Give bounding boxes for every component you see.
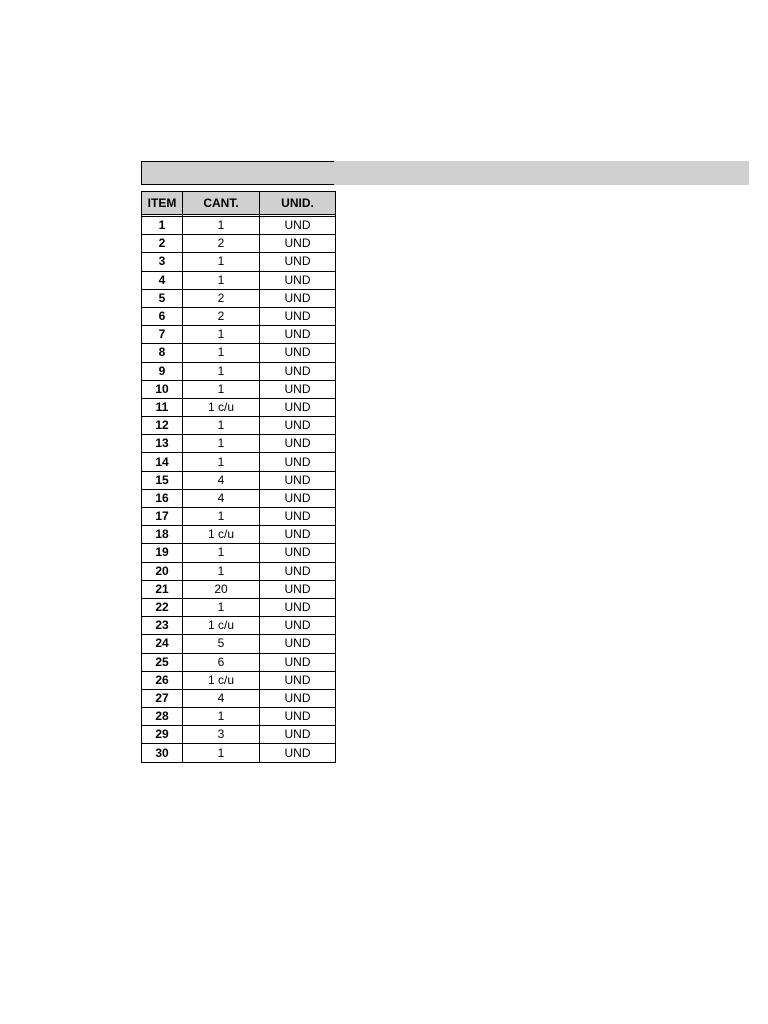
item-number-cell: 14 bbox=[142, 453, 183, 471]
quantity-cell: 4 bbox=[183, 471, 260, 489]
item-number-cell: 27 bbox=[142, 689, 183, 707]
items-table bbox=[141, 191, 336, 763]
unit-cell: UND bbox=[260, 253, 336, 271]
header-row bbox=[142, 192, 336, 215]
table-row bbox=[142, 508, 336, 526]
unit-cell: UND bbox=[260, 398, 336, 416]
unit-cell: UND bbox=[260, 307, 336, 325]
item-number-cell: 7 bbox=[142, 326, 183, 344]
table-row bbox=[142, 708, 336, 726]
table-row bbox=[142, 380, 336, 398]
unit-cell: UND bbox=[260, 380, 336, 398]
item-number-cell: 5 bbox=[142, 289, 183, 307]
table-row bbox=[142, 453, 336, 471]
item-number-cell: 30 bbox=[142, 744, 183, 762]
unit-cell: UND bbox=[260, 526, 336, 544]
unit-cell: UND bbox=[260, 635, 336, 653]
unit-cell: UND bbox=[260, 544, 336, 562]
item-number-cell: 20 bbox=[142, 562, 183, 580]
table-header bbox=[142, 192, 336, 215]
unit-cell: UND bbox=[260, 289, 336, 307]
quantity-cell: 2 bbox=[183, 289, 260, 307]
item-number-cell: 11 bbox=[142, 398, 183, 416]
unit-cell: UND bbox=[260, 362, 336, 380]
header-cant: CANT. bbox=[183, 192, 260, 215]
quantity-cell: 2 bbox=[183, 307, 260, 325]
unit-cell: UND bbox=[260, 671, 336, 689]
quantity-cell: 1 bbox=[183, 362, 260, 380]
table-body bbox=[142, 215, 336, 763]
item-number-cell: 1 bbox=[142, 217, 183, 235]
quantity-cell: 3 bbox=[183, 726, 260, 744]
item-number-cell: 8 bbox=[142, 344, 183, 362]
table-row bbox=[142, 580, 336, 598]
quantity-cell: 1 c/u bbox=[183, 526, 260, 544]
item-number-cell: 16 bbox=[142, 489, 183, 507]
unit-cell: UND bbox=[260, 653, 336, 671]
quantity-cell: 1 c/u bbox=[183, 671, 260, 689]
item-number-cell: 26 bbox=[142, 671, 183, 689]
item-number-cell: 10 bbox=[142, 380, 183, 398]
item-number-cell: 21 bbox=[142, 580, 183, 598]
unit-cell: UND bbox=[260, 344, 336, 362]
quantity-cell: 1 bbox=[183, 453, 260, 471]
table-row bbox=[142, 744, 336, 762]
quantity-cell: 4 bbox=[183, 689, 260, 707]
quantity-cell: 1 bbox=[183, 744, 260, 762]
quantity-cell: 1 bbox=[183, 326, 260, 344]
table-row bbox=[142, 271, 336, 289]
quantity-cell: 1 bbox=[183, 417, 260, 435]
item-number-cell: 15 bbox=[142, 471, 183, 489]
item-number-cell: 6 bbox=[142, 307, 183, 325]
table-row bbox=[142, 289, 336, 307]
table-row bbox=[142, 362, 336, 380]
table-row bbox=[142, 526, 336, 544]
table-row bbox=[142, 689, 336, 707]
quantity-cell: 4 bbox=[183, 489, 260, 507]
table-row bbox=[142, 489, 336, 507]
table-row bbox=[142, 544, 336, 562]
unit-cell: UND bbox=[260, 235, 336, 253]
unit-cell: UND bbox=[260, 453, 336, 471]
quantity-cell: 1 bbox=[183, 380, 260, 398]
table-row bbox=[142, 726, 336, 744]
item-number-cell: 17 bbox=[142, 508, 183, 526]
table-row bbox=[142, 435, 336, 453]
item-number-cell: 28 bbox=[142, 708, 183, 726]
unit-cell: UND bbox=[260, 417, 336, 435]
quantity-cell: 1 bbox=[183, 271, 260, 289]
unit-cell: UND bbox=[260, 435, 336, 453]
unit-cell: UND bbox=[260, 217, 336, 235]
unit-cell: UND bbox=[260, 562, 336, 580]
unit-cell: UND bbox=[260, 708, 336, 726]
unit-cell: UND bbox=[260, 271, 336, 289]
unit-cell: UND bbox=[260, 580, 336, 598]
table-row bbox=[142, 417, 336, 435]
item-number-cell: 18 bbox=[142, 526, 183, 544]
unit-cell: UND bbox=[260, 689, 336, 707]
item-number-cell: 25 bbox=[142, 653, 183, 671]
table-row bbox=[142, 217, 336, 235]
header-item: ITEM bbox=[142, 192, 183, 215]
quantity-cell: 1 bbox=[183, 708, 260, 726]
item-number-cell: 12 bbox=[142, 417, 183, 435]
unit-cell: UND bbox=[260, 508, 336, 526]
quantity-cell: 1 c/u bbox=[183, 398, 260, 416]
table-row bbox=[142, 235, 336, 253]
title-cell bbox=[141, 161, 334, 185]
item-number-cell: 9 bbox=[142, 362, 183, 380]
table-row bbox=[142, 598, 336, 616]
quantity-cell: 1 bbox=[183, 562, 260, 580]
table-row bbox=[142, 326, 336, 344]
quantity-cell: 5 bbox=[183, 635, 260, 653]
item-number-cell: 24 bbox=[142, 635, 183, 653]
quantity-cell: 1 bbox=[183, 344, 260, 362]
unit-cell: UND bbox=[260, 726, 336, 744]
unit-cell: UND bbox=[260, 744, 336, 762]
table-row bbox=[142, 307, 336, 325]
quantity-cell: 1 bbox=[183, 217, 260, 235]
quantity-cell: 1 bbox=[183, 253, 260, 271]
table-row bbox=[142, 344, 336, 362]
table-row bbox=[142, 562, 336, 580]
table-row bbox=[142, 471, 336, 489]
table-row bbox=[142, 671, 336, 689]
item-number-cell: 4 bbox=[142, 271, 183, 289]
item-number-cell: 3 bbox=[142, 253, 183, 271]
table-row bbox=[142, 617, 336, 635]
unit-cell: UND bbox=[260, 598, 336, 616]
item-number-cell: 13 bbox=[142, 435, 183, 453]
item-number-cell: 23 bbox=[142, 617, 183, 635]
header-unid: UNID. bbox=[260, 192, 336, 215]
table-row bbox=[142, 253, 336, 271]
unit-cell: UND bbox=[260, 326, 336, 344]
quantity-cell: 1 bbox=[183, 544, 260, 562]
quantity-cell: 1 bbox=[183, 435, 260, 453]
table-row bbox=[142, 635, 336, 653]
unit-cell: UND bbox=[260, 617, 336, 635]
quantity-cell: 1 c/u bbox=[183, 617, 260, 635]
quantity-cell: 1 bbox=[183, 508, 260, 526]
quantity-cell: 20 bbox=[183, 580, 260, 598]
item-number-cell: 2 bbox=[142, 235, 183, 253]
unit-cell: UND bbox=[260, 489, 336, 507]
unit-cell: UND bbox=[260, 471, 336, 489]
table-row bbox=[142, 653, 336, 671]
quantity-cell: 2 bbox=[183, 235, 260, 253]
item-number-cell: 19 bbox=[142, 544, 183, 562]
item-number-cell: 29 bbox=[142, 726, 183, 744]
item-number-cell: 22 bbox=[142, 598, 183, 616]
quantity-cell: 1 bbox=[183, 598, 260, 616]
quantity-cell: 6 bbox=[183, 653, 260, 671]
table-row bbox=[142, 398, 336, 416]
